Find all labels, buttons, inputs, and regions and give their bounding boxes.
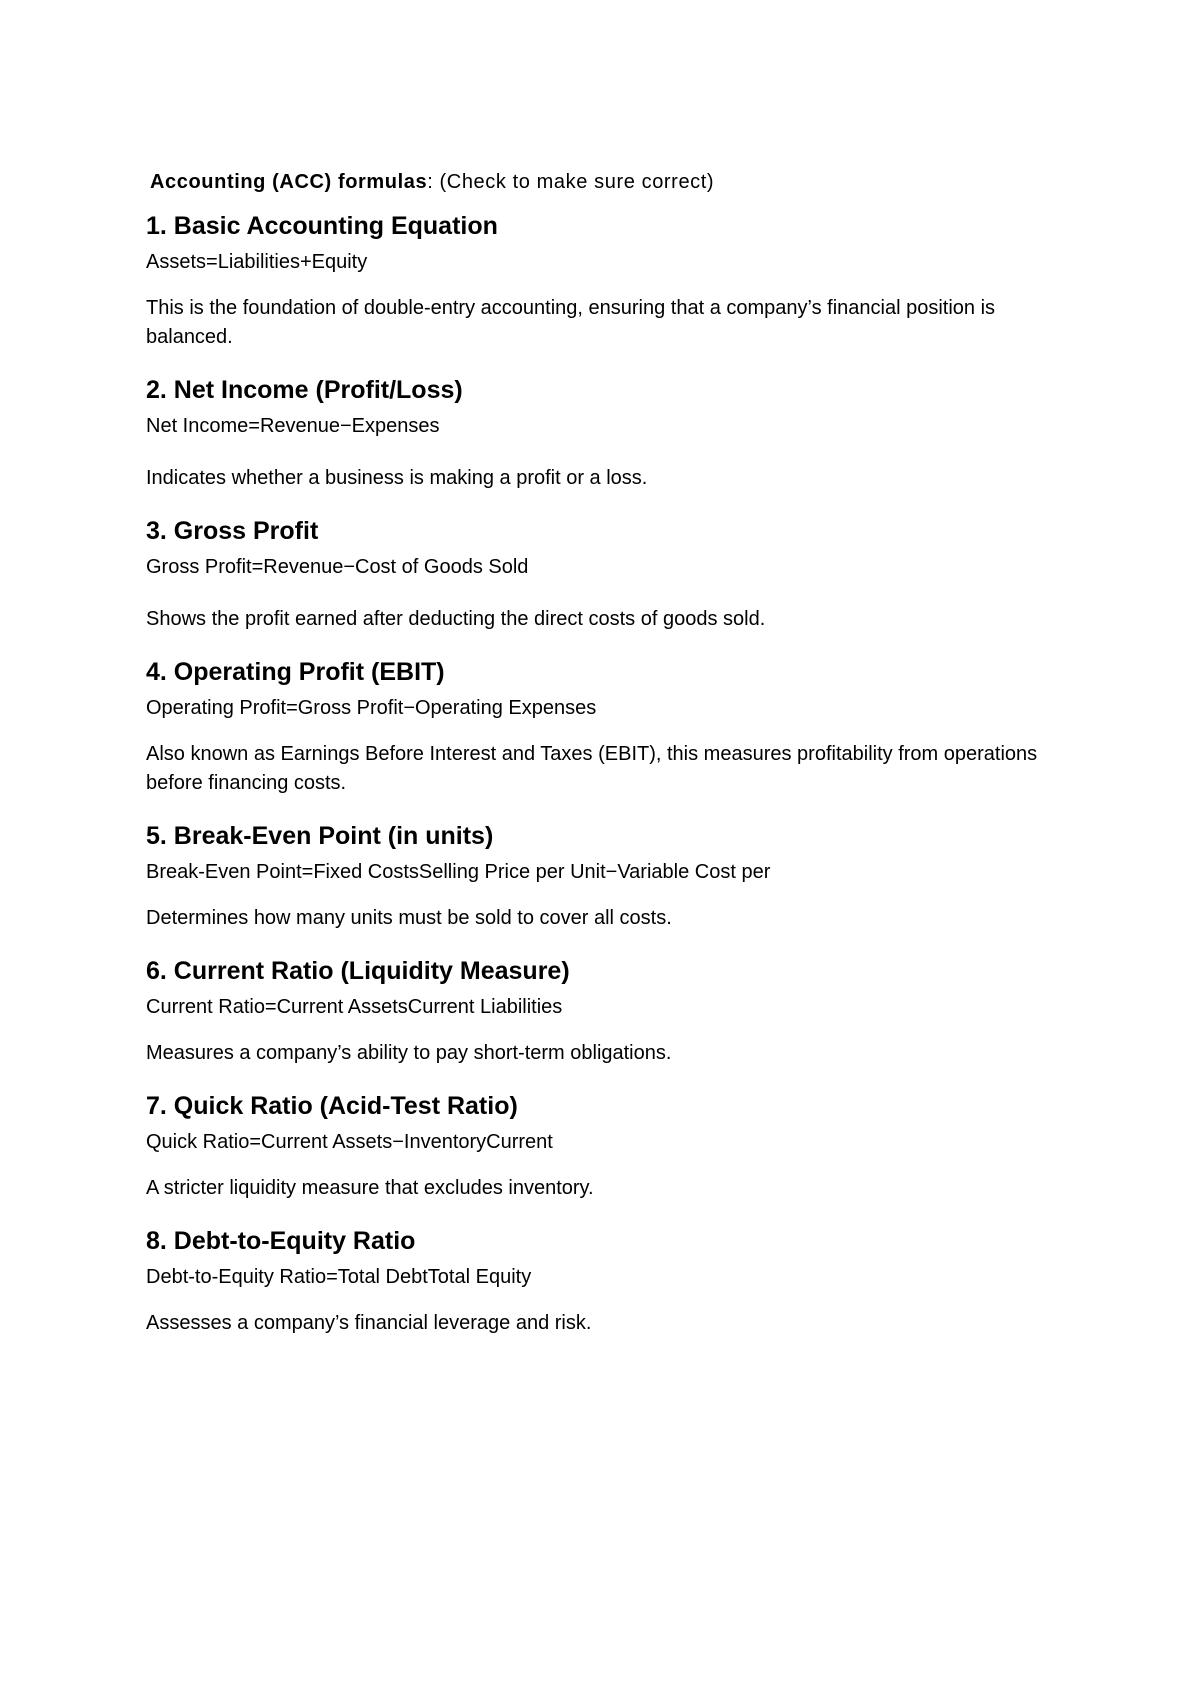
section-break-even-point	[146, 820, 1066, 933]
section-description: A stricter liquidity measure that excludes inventory.	[146, 1177, 594, 1199]
section-description: Determines how many units must be sold to cover all costs.	[146, 907, 672, 929]
section-description: Assesses a company’s financial leverage and risk.	[146, 1312, 592, 1334]
section-formula: Net Income=Revenue−Expenses	[146, 415, 440, 437]
section-quick-ratio	[146, 1090, 1066, 1203]
section-description: Measures a company’s ability to pay short-term obligations.	[146, 1042, 672, 1064]
section-heading: 8. Debt-to-Equity Ratio	[146, 1227, 416, 1255]
section-formula: Operating Profit=Gross Profit−Operating Expenses	[146, 697, 597, 719]
section-heading: 5. Break-Even Point (in units)	[146, 822, 494, 850]
section-formula: Quick Ratio=Current Assets−InventoryCurrent	[146, 1131, 553, 1153]
section-gross-profit	[146, 515, 1066, 634]
section-operating-profit	[146, 656, 1066, 798]
section-heading: 7. Quick Ratio (Acid-Test Ratio)	[146, 1092, 518, 1120]
section-heading: 6. Current Ratio (Liquidity Measure)	[146, 957, 570, 985]
section-heading: 2. Net Income (Profit/Loss)	[146, 376, 463, 404]
section-formula: Gross Profit=Revenue−Cost of Goods Sold	[146, 556, 529, 578]
section-net-income	[146, 374, 1066, 493]
section-formula: Current Ratio=Current AssetsCurrent Liabilities	[146, 996, 563, 1018]
section-formula: Break-Even Point=Fixed CostsSelling Price per Unit−Variable Cost per	[146, 861, 771, 883]
section-formula: Assets=Liabilities+Equity	[146, 251, 368, 273]
section-debt-to-equity-ratio	[146, 1225, 1066, 1338]
document-title-note: : (Check to make sure correct)	[427, 171, 715, 193]
section-heading: 3. Gross Profit	[146, 517, 319, 545]
section-heading: 4. Operating Profit (EBIT)	[146, 658, 445, 686]
section-description: Indicates whether a business is making a profit or a loss.	[146, 467, 648, 489]
document-content	[146, 168, 1066, 1360]
section-current-ratio	[146, 955, 1066, 1068]
section-basic-accounting-equation	[146, 210, 1066, 352]
document-title-bold: Accounting (ACC) formulas	[150, 171, 428, 193]
section-formula: Debt-to-Equity Ratio=Total DebtTotal Equity	[146, 1266, 532, 1288]
section-description: Also known as Earnings Before Interest and Taxes (EBIT), this measures profitability from operations before financing costs.	[146, 743, 1038, 794]
section-description: This is the foundation of double-entry accounting, ensuring that a company’s financial position is balanced.	[146, 297, 996, 348]
section-heading: 1. Basic Accounting Equation	[146, 212, 498, 240]
section-description: Shows the profit earned after deducting the direct costs of goods sold.	[146, 608, 766, 630]
document-title	[150, 168, 1066, 196]
